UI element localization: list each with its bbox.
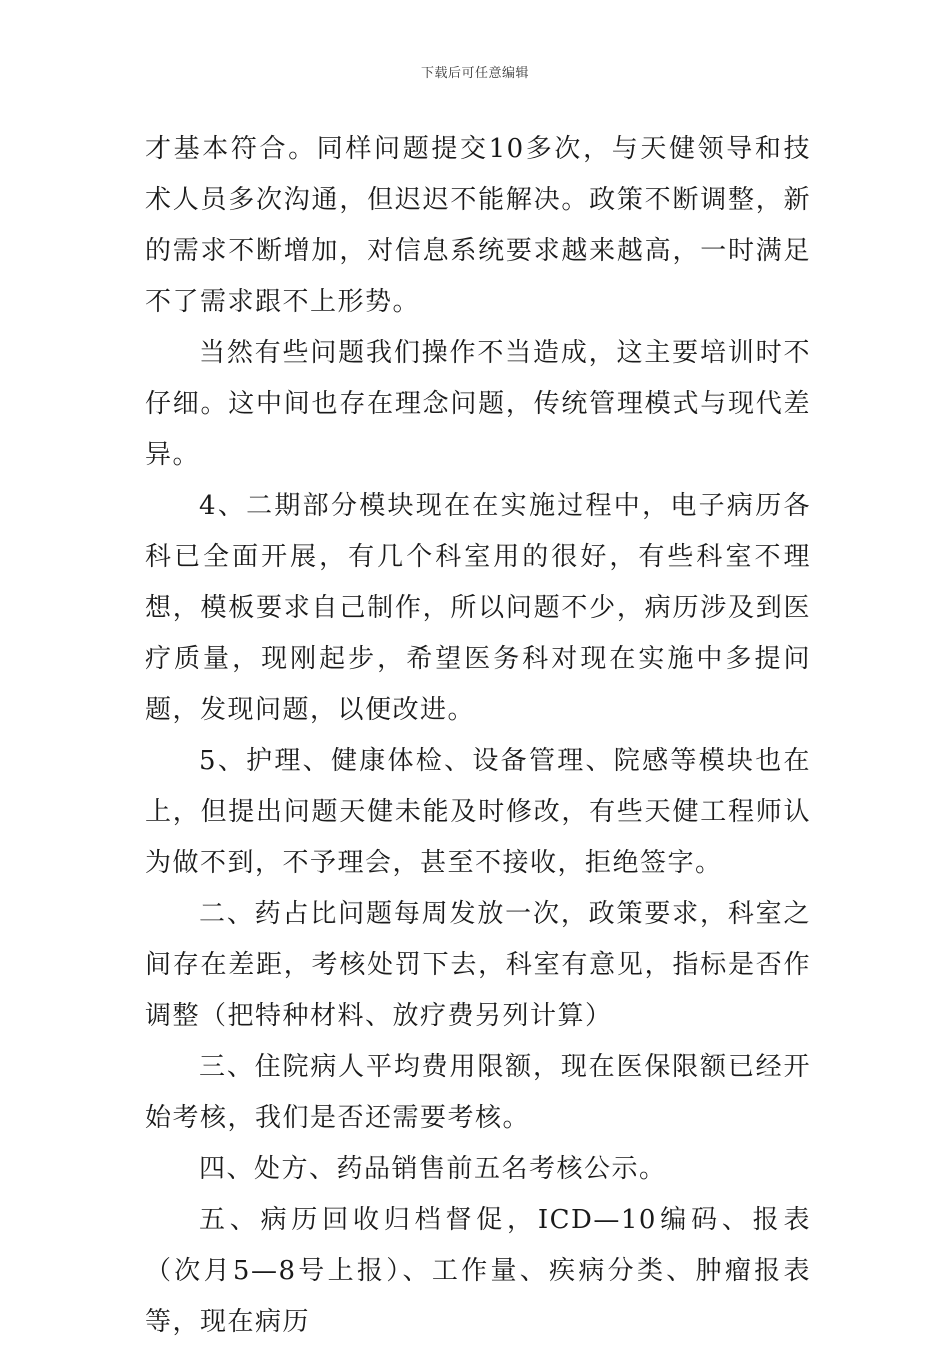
paragraph-4: 5、护理、健康体检、设备管理、院感等模块也在上，但提出问题天健未能及时修改，有些天健工程师认为做不到，不予理会，甚至不接收，拒绝签字。 — [145, 746, 811, 878]
paragraph-5: 二、药占比问题每周发放一次，政策要求，科室之间存在差距，考核处罚下去，科室有意见，指标是否作调整（把特种材料、放疗费另列计算） — [145, 899, 811, 1031]
paragraph-8: 五、病历回收归档督促，ICD—10编码、报表（次月5—8号上报）、工作量、疾病分类、肿瘤报表等，现在病历 — [145, 1205, 811, 1337]
paragraph-1: 才基本符合。同样问题提交10多次，与天健领导和技术人员多次沟通，但迟迟不能解决。政策不断调整，新的需求不断增加，对信息系统要求越来越高，一时满足不了需求跟不上形势。 — [145, 134, 811, 317]
document-body — [145, 124, 811, 1348]
paragraph-3: 4、二期部分模块现在在实施过程中，电子病历各科已全面开展，有几个科室用的很好，有些科室不理想，模板要求自己制作，所以问题不少，病历涉及到医疗质量，现刚起步，希望医务科对现在实施中多提问题，发现问题，以便改进。 — [145, 491, 811, 725]
paragraph-6: 三、住院病人平均费用限额，现在医保限额已经开始考核，我们是否还需要考核。 — [145, 1052, 811, 1133]
paragraph-2: 当然有些问题我们操作不当造成，这主要培训时不仔细。这中间也存在理念问题，传统管理模式与现代差异。 — [145, 338, 811, 470]
paragraph-7: 四、处方、药品销售前五名考核公示。 — [199, 1154, 667, 1184]
page-header: 下载后可任意编辑 — [420, 66, 529, 81]
